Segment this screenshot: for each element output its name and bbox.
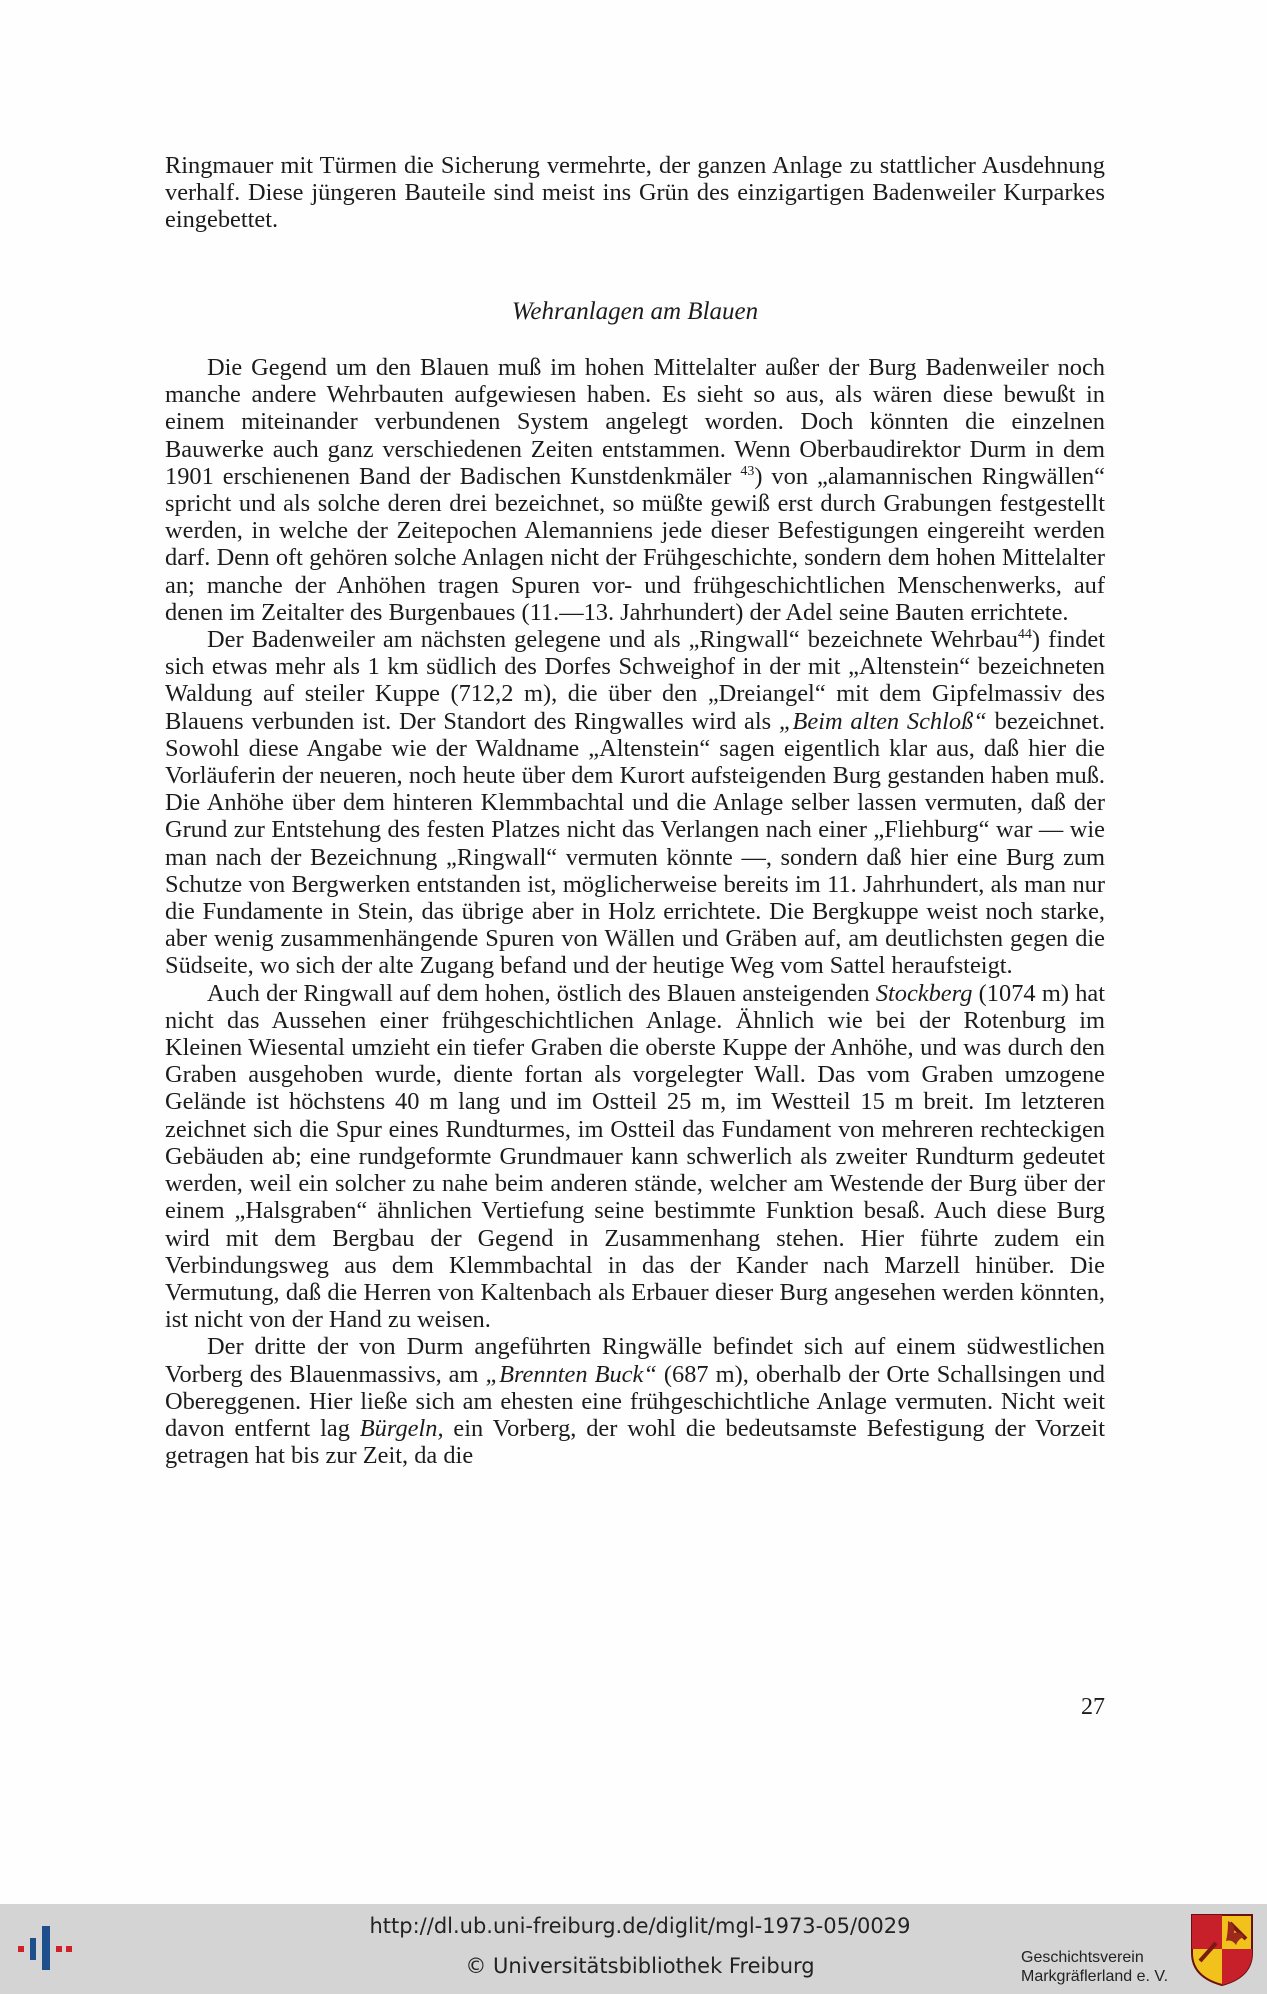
society-name: Geschichtsverein Markgräflerland e. V. [1021, 1949, 1169, 1985]
footnote-ref: 43 [740, 463, 755, 479]
paragraph-1: Die Gegend um den Blauen muß im hohen Mittelalter außer der Burg Badenweiler noch manche andere Wehrbauten aufgewiesen haben. Es sieht so aus, als wären diese bewußt in einem miteinander verbundenen System angelegt worden. Doch könnten die einzelnen Bauwerke auch ganz verschiedenen Zeiten entstammen. Wenn Oberbaudirektor Durm in dem 1901 erschienenen Band der Badischen Kunstdenkmäler $^{43}$) von „alamannischen Ringwällen“ spricht und als solche deren drei bezeichnet, so müßte gewiß erst durch Grabungen festgestellt werden, in welche der Zeitepochen Alemanniens jede dieser Befestigungen eingereiht werden darf. Denn oft gehören solche Anlagen nicht der Frühgeschichte, sondern dem hohen Mittelalter an; manche der Anhöhen tragen Spuren vor- und frühgeschichtlichen Menschenwerks, auf denen im Zeitalter des Burgenbaues (11.—13. Jahrhundert) der Adel seine Bauten errichtete. [165, 354, 1105, 626]
paragraph-3: Auch der Ringwall auf dem hohen, östlich des Blauen ansteigenden Stockberg (1074 m) hat nicht das Aussehen einer frühgeschichtlichen Anlage. Ähnlich wie bei der Rotenburg im Kleinen Wiesental umzieht ein tiefer Graben die oberste Kuppe der Anhöhe, und was durch den Graben ausgehoben wurde, diente fortan als vorgelegter Wall. Das vom Graben umzogene Gelände ist höchstens 40 m lang und im Ostteil 25 m, im Westteil 15 m breit. Im letzteren zeichnet sich die Spur eines Rundturmes, im Ostteil das Fundament von mehreren rechteckigen Gebäuden ab; eine rundgeformte Grundmauer kann schwerlich als zweiter Rundturm gedeutet werden, weil ein solcher zu nahe beim anderen stände, welcher am Westende der Burg über der einem „Halsgraben“ ähnlichen Vertiefung seine bestimmte Funktion besaß. Auch diese Burg wird mit dem Bergbau der Gegend in Zusammenhang stehen. Hier führte zudem ein Verbindungsweg aus dem Klemmbachtal in das der Kander nach Marzell hinüber. Die Vermutung, daß die Herren von Kaltenbach als Erbauer dieser Burg angesehen werden könnten, ist nicht von der Hand zu weisen. [165, 979, 1105, 1334]
paragraph-2: Der Badenweiler am nächsten gelegene und als „Ringwall“ bezeichnete Wehrbau$^{44}$) findet sich etwas mehr als 1 km südlich des Dorfes Schweighof in der mit „Altenstein“ bezeichneten Waldung auf steiler Kuppe (712,2 m), die über den „Dreiangel“ mit dem Gipfelmassiv des Blauens verbunden ist. Der Standort des Ringwalles wird als „Beim alten Schloß“ bezeichnet. Sowohl diese Angabe wie der Waldname „Altenstein“ sagen eigentlich klar aus, daß hier die Vorläuferin der neueren, noch heute über dem Kurort aufsteigenden Burg gestanden haben muß. Die Anhöhe über dem hinteren Klemmbachtal und die Anlage selber lassen vermuten, daß der Grund zur Entstehung des festen Platzes nicht das Verlangen nach einer „Fliehburg“ war — wie man nach der Bezeichnung „Ringwall“ vermuten könnte —, sondern daß hier eine Burg zum Schutze von Bergwerken entstanden ist, möglicherweise bereits im 11. Jahrhundert, als man nur die Fundamente in Stein, das übrige aber in Holz errichtete. Die Bergkuppe weist noch starke, aber wenig zusammenhängende Spuren von Wällen und Gräben auf, am deutlichsten gegen die Südseite, wo sich der alte Zugang befand und der heutige Weg vom Sattel heraufsteigt. [165, 626, 1105, 980]
document-url-link[interactable]: http://dl.ub.uni-freiburg.de/diglit/mgl-1973-05/0029 [369, 1914, 911, 1938]
page-number: 27 [1081, 1694, 1105, 1720]
copyright-text: © Universitätsbibliothek Freiburg [465, 1954, 815, 1978]
paragraph-4: Der dritte der von Durm angeführten Ringwälle befindet sich auf einem südwestlichen Vorberg des Blauenmassivs, am „Brennten Buck“ (687 m), oberhalb der Orte Schallsingen und Obereggenen. Hier ließe sich am ehesten eine frühgeschichtliche Anlage vermuten. Nicht weit davon entfernt lag Bürgeln, ein Vorberg, der wohl die bedeutsamste Befestigung der Vorzeit getragen hat bis zur Zeit, da die [165, 1333, 1105, 1470]
body-text [165, 354, 1105, 1469]
society-coat-of-arms-icon[interactable] [1190, 1913, 1254, 1987]
intro-paragraph [165, 152, 1105, 234]
intro-text: Ringmauer mit Türmen die Sicherung vermehrte, der ganzen Anlage zu stattlicher Ausdehnung verhalf. Diese jüngeren Bauteile sind meist ins Grün des einzigartigen Badenweiler Kurparkes eingebettet. [165, 152, 1105, 234]
section-heading: Wehranlagen am Blauen [511, 298, 759, 325]
viewer-footer [0, 1904, 1267, 1994]
footnote-ref: 44 [1017, 627, 1032, 643]
ub-freiburg-logo-icon[interactable] [14, 1916, 84, 1976]
